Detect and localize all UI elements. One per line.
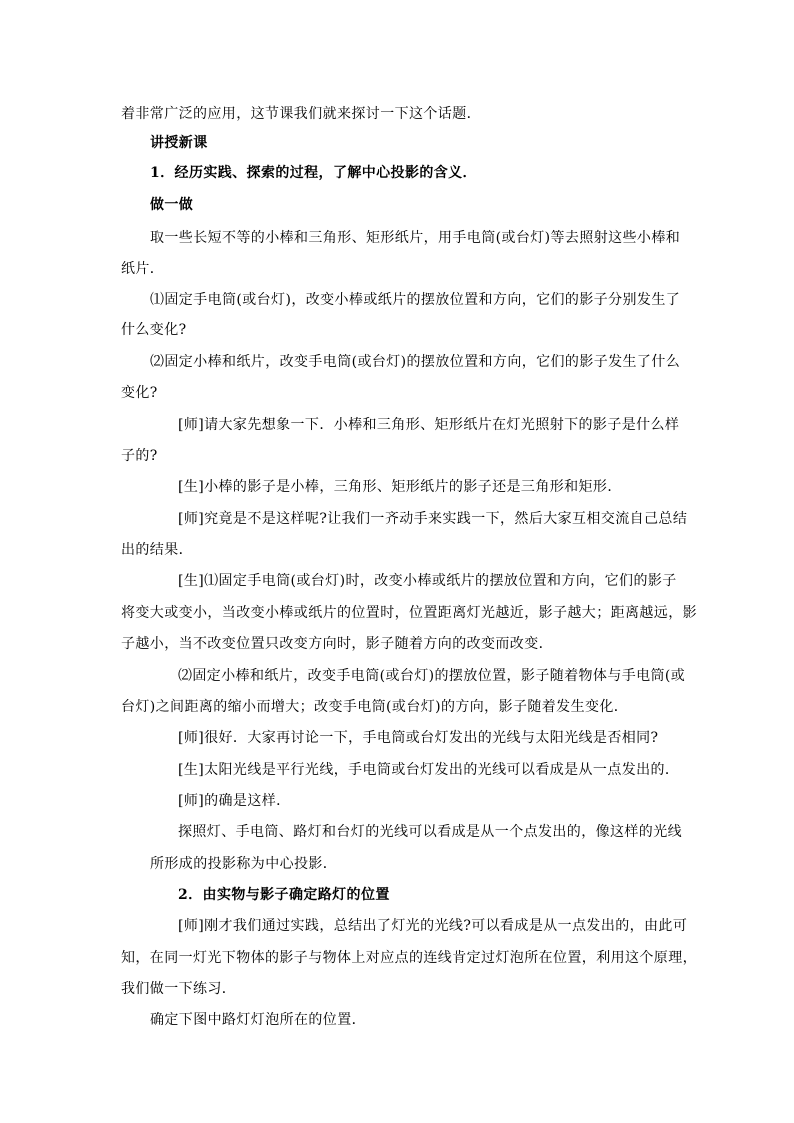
dialogue-teacher: [师]请大家先想象一下．小棒和三角形、矩形纸片在灯光照射下的影子是什么样 — [178, 417, 680, 433]
dialogue-student: [生]小棒的影子是小棒，三角形、矩形纸片的影子还是三角形和矩形． — [178, 479, 622, 495]
subheading-central-projection: 1．经历实践、探索的过程，了解中心投影的含义． — [150, 165, 477, 181]
text-line: 将变大或变小，当改变小棒或纸片的位置时，位置距离灯光越近，影子越大；距离越远，影 — [121, 605, 697, 621]
text-line: 所形成的投影称为中心投影． — [150, 856, 338, 872]
dialogue-teacher: [师]很好．大家再讨论一下，手电筒或台灯发出的光线与太阳光线是否相同? — [178, 730, 659, 746]
text-line: 什么变化? — [121, 322, 187, 338]
text-line: 出的结果． — [121, 542, 193, 558]
text-line: 纸片． — [121, 261, 165, 277]
text-line: 知，在同一灯光下物体的影子与物体上对应点的连线肯定过灯泡所在位置，利用这个原理， — [121, 950, 697, 966]
text-line: ⑵固定小棒和纸片，改变手电筒(或台灯)的摆放位置，影子随着物体与手电筒(或 — [178, 668, 686, 684]
subheading-streetlight-position: 2．由实物与影子确定路灯的位置 — [178, 887, 390, 903]
text-line: 子越小，当不改变位置只改变方向时，影子随着方向的改变而改变． — [121, 636, 553, 652]
subheading-try-it: 做一做 — [150, 197, 194, 213]
text-line: 我们做一下练习． — [121, 981, 237, 997]
dialogue-teacher: [师]的确是这样． — [178, 793, 291, 809]
text-line: 确定下图中路灯灯泡所在的位置． — [150, 1012, 366, 1028]
text-line: ⑵固定小棒和纸片，改变手电筒(或台灯)的摆放位置和方向，它们的影子发生了什么 — [150, 354, 681, 370]
text-line-continuation: 着非常广泛的应用，这节课我们就来探讨一下这个话题． — [121, 106, 481, 122]
text-line: 探照灯、手电筒、路灯和台灯的光线可以看成是从一个点发出的，像这样的光线 — [178, 824, 682, 840]
text-line: 台灯)之间距离的缩小而增大；改变手电筒(或台灯)的方向，影子随着发生变化． — [121, 699, 629, 715]
dialogue-student: [生]太阳光线是平行光线，手电筒或台灯发出的光线可以看成是从一点发出的． — [178, 762, 680, 778]
dialogue-teacher: [师]究竟是不是这样呢?让我们一齐动手来实践一下，然后大家互相交流自己总结 — [178, 511, 688, 527]
dialogue-teacher: [师]刚才我们通过实践，总结出了灯光的光线?可以看成是从一点发出的，由此可 — [178, 918, 688, 934]
section-heading-new-lesson: 讲授新课 — [150, 135, 208, 151]
text-line: 取一些长短不等的小棒和三角形、矩形纸片，用手电筒(或台灯)等去照射这些小棒和 — [150, 230, 681, 246]
text-line: 变化? — [121, 385, 158, 401]
dialogue-student: [生]⑴固定手电筒(或台灯)时，改变小棒或纸片的摆放位置和方向，它们的影子 — [178, 573, 677, 589]
text-line: 子的? — [121, 448, 158, 464]
text-line: ⑴固定手电筒(或台灯)，改变小棒或纸片的摆放位置和方向，它们的影子分别发生了 — [150, 292, 681, 308]
